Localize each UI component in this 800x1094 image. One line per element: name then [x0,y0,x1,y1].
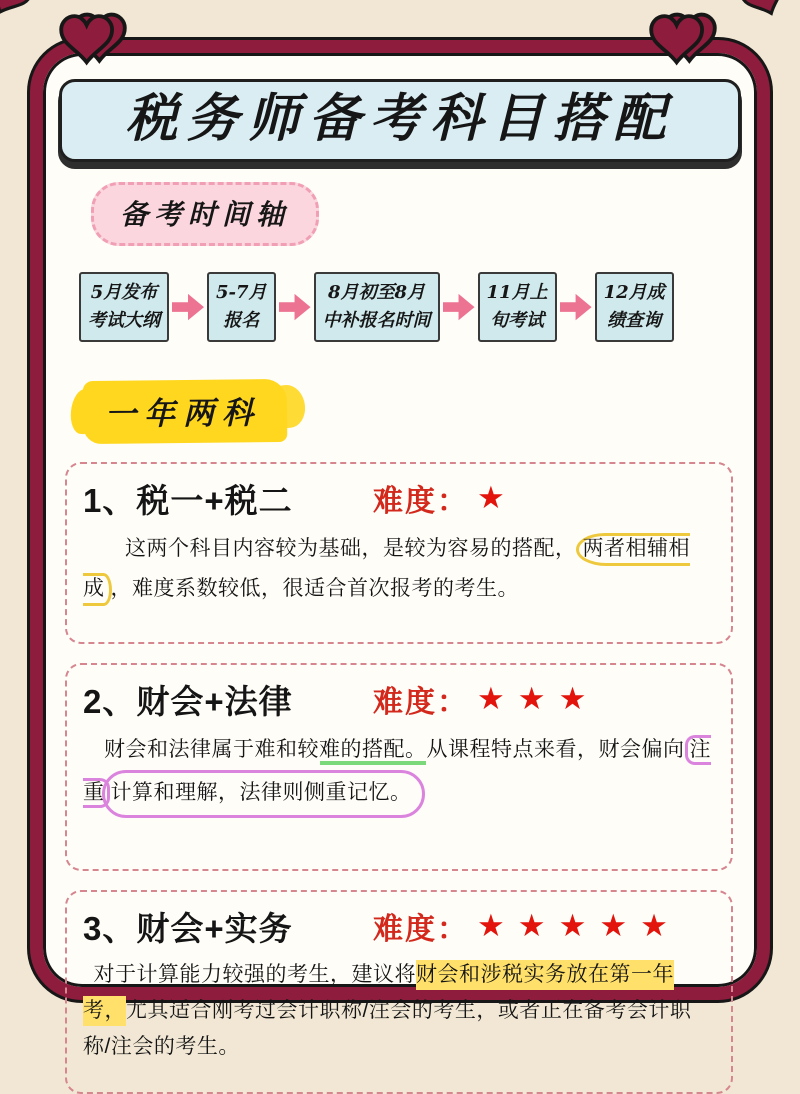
card-header [83,903,715,950]
heart-icon [58,10,128,70]
circled-annotation: 计算和理解，法律则侧重记忆。 [102,770,425,818]
card-title: 1、税一+税二 [83,481,293,519]
timeline-step-text: 12月成 [603,282,665,304]
poster-frame [30,40,770,1058]
heart-icon [648,10,718,70]
arrow-right-icon [172,292,204,322]
timeline-step [207,272,276,342]
arrow-right-icon [279,292,311,322]
description-text: 财会和法律属于难和较 [104,737,319,761]
timeline-step [595,272,674,342]
timeline-step-text: 中补报名时间 [322,310,431,332]
timeline-step-text: 旬考试 [490,310,545,332]
timeline-step-text: 5月发布 [90,282,158,304]
difficulty-stars: ★★★ [477,681,600,717]
highlighted-annotation: 财会和涉税实务放在第一年考， [83,960,674,1026]
difficulty-label: 难度： [373,686,469,720]
timeline-step-text: 考试大纲 [88,310,160,332]
card-header [83,475,715,522]
description-text: ，难度系数较低，很适合首次报考的考生。 [110,576,519,600]
heart-icon [735,0,800,29]
boxed-annotation: 注重 [83,735,711,808]
circled-annotation: 两者相辅相成 [83,533,690,606]
description-text: 这两个科目内容较为基础，是较为容易的搭配， [125,536,577,560]
card-description [83,957,715,1065]
subject-combo-card [65,663,733,871]
timeline-step-text: 绩查询 [607,310,662,332]
timeline-step-text: 8月初至8月 [328,282,426,304]
card-description [83,730,715,818]
card-title: 2、财会+法律 [83,682,293,720]
heart-icon [0,0,50,34]
arrow-right-icon [560,292,592,322]
section-badge: 一年两科 [83,379,288,444]
card-header [83,676,715,723]
difficulty-stars: ★★★★★ [477,908,681,944]
card-title: 3、财会+实务 [83,909,293,947]
underlined-annotation: 难的搭配。 [319,737,427,761]
timeline-step [79,272,169,342]
description-text: 尤其适合刚考过会计职称/注会的考生，或者正在备考会计职称/注会的考生。 [83,998,692,1058]
description-text: 从课程特点来看，财会偏向 [426,737,685,761]
exam-timeline [79,272,747,342]
difficulty-label: 难度： [373,913,469,947]
timeline-step [478,272,557,342]
timeline-section-label: 备考时间轴 [91,182,319,246]
arrow-right-icon [443,292,475,322]
subject-combo-card [65,890,733,1094]
card-description [83,529,715,609]
poster-title-box [59,79,741,162]
timeline-step-text: 5-7月 [216,282,267,304]
timeline-step-text: 报名 [223,310,260,332]
timeline-step [314,272,440,342]
page-title: 税务师备考科目搭配 [125,88,675,149]
timeline-step-text: 11月上 [486,282,548,304]
subject-combo-card [65,462,733,644]
difficulty-label: 难度： [373,485,469,519]
description-text: 对于计算能力较强的考生，建议将 [93,962,416,986]
difficulty-stars: ★ [477,480,518,516]
